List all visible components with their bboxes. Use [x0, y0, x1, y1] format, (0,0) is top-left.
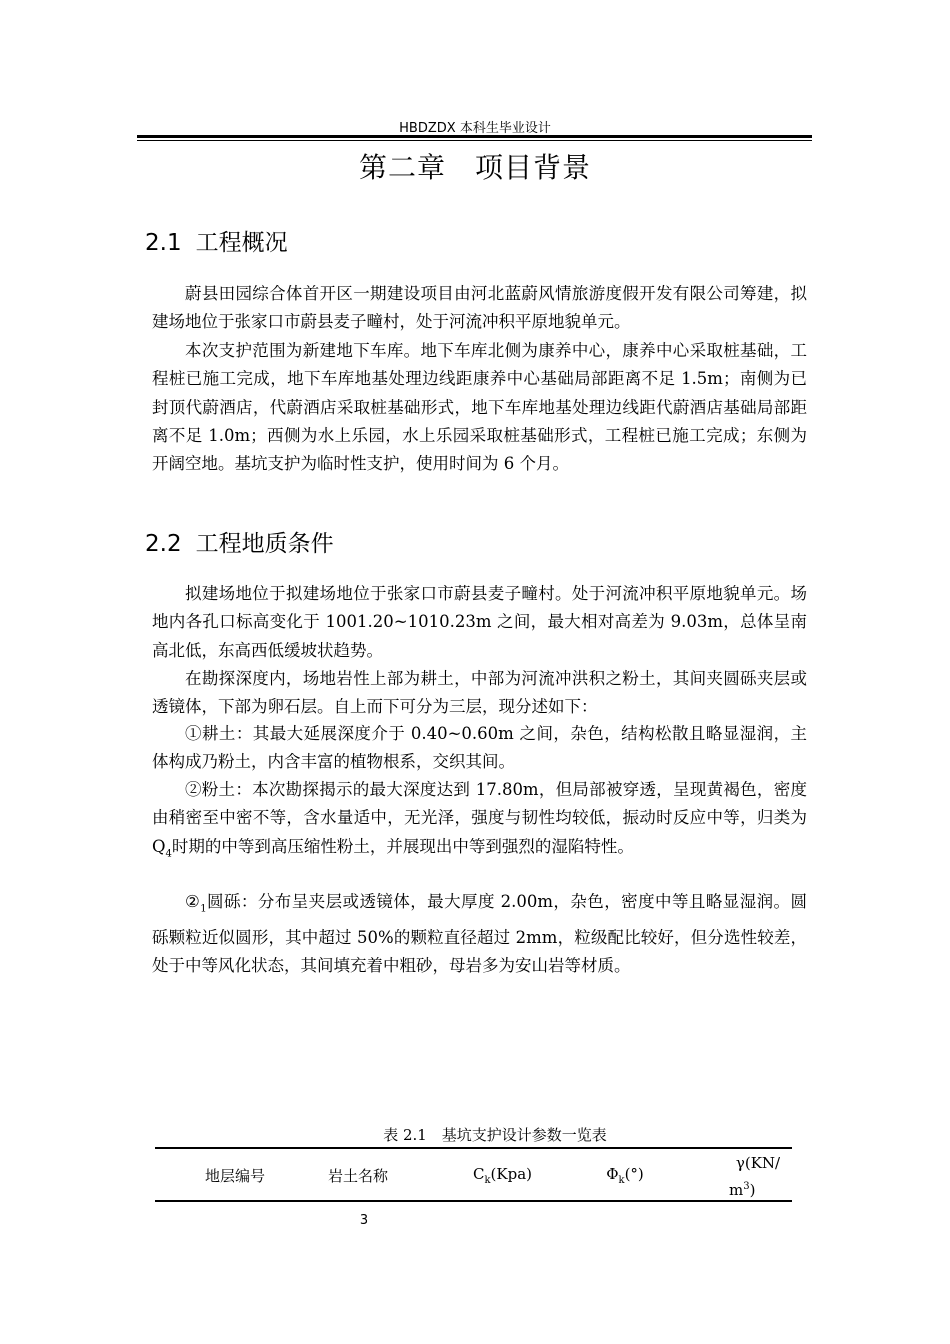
section-title-text: 工程地质条件	[195, 531, 334, 557]
chapter-title: 第二章 项目背景	[358, 151, 591, 184]
table-header-ck: $C_k(Kpa)$	[472, 1165, 532, 1186]
section-title-text: 工程概况	[195, 230, 288, 256]
paragraph: 在勘探深度内，场地岩性上部为耕土，中部为河流冲洪积之粉土，其间夹圆砾夹层或透镜体，下部为卵石层。自上而下可分为三层，现分述如下：	[152, 669, 807, 717]
page-number: 3	[359, 1213, 369, 1228]
section-heading-2-1	[145, 224, 288, 257]
table-top-rule	[155, 1147, 792, 1149]
table-header-soil-name: 岩土名称	[327, 1167, 388, 1185]
section-heading-2-2	[145, 525, 334, 558]
table-caption: 表 2.1 基坑支护设计参数一览表	[383, 1126, 607, 1144]
paragraph: ①耕土：其最大延展深度介于 0.40~0.60m 之间，杂色，结构松散且略显湿润，主体构成乃粉土，内含丰富的植物根系，交织其间。	[152, 724, 807, 772]
table-header-layer-no: 地层编号	[204, 1167, 265, 1185]
paragraph: 本次支护范围为新建地下车库。地下车库北侧为康养中心，康养中心采取桩基础，工程桩已施工完成，地下车库地基处理边线距康养中心基础局部距离不足 1.5m；南侧为已封顶代蔚酒店，代蔚酒店采取桩基础形式，地下车库地基处理边线距代蔚酒店基础局部距离不足 1.0m；西侧为水上乐园，水上乐园采取桩基础形式，工程桩已施工完成；东侧为开阔空地。基坑支护为临时性支护，使用时间为 6 个月。	[152, 341, 807, 474]
paragraph-silt: ②粉土：本次勘探揭示的最大深度达到 17.80m，但局部被穿透，呈现黄褐色，密度由稍密至中密不等，含水量适中，无光泽，强度与韧性均较低，振动时反应中等，归类为 $Q_4$时期的中等到高压缩性粉土，并展现出中等到强烈的湿陷特性。	[152, 780, 807, 859]
paragraph: 拟建场地位于拟建场地位于张家口市蔚县麦子疃村。处于河流冲积平原地貌单元。场地内各孔口标高变化于 1001.20~1010.23m 之间，最大相对高差为 9.03m，总体呈南高北低，东高西低缓坡状趋势。	[152, 584, 807, 660]
paragraph-gravel: $②_1$圆砾：分布呈夹层或透镜体，最大厚度 2.00m，杂色，密度中等且略显湿润。圆砾颗粒近似圆形，其中超过 50%的颗粒直径超过 2mm，粒级配比较好，但分选性较差，处于中等风化状态，其间填充着中粗砂，母岩多为安山岩等材质。	[152, 892, 807, 975]
section-number: 2.2	[145, 531, 182, 557]
paragraph: 蔚县田园综合体首开区一期建设项目由河北蓝蔚风情旅游度假开发有限公司筹建，拟建场地位于张家口市蔚县麦子疃村，处于河流冲积平原地貌单元。	[152, 284, 807, 332]
table-header-phik: $\Phi_k(^\circ)$	[606, 1165, 644, 1186]
section-number: 2.1	[145, 230, 182, 256]
page-header: HBDZDX 本科生毕业设计	[399, 121, 551, 136]
table-header-rule	[155, 1200, 792, 1202]
header-rule	[137, 135, 812, 141]
table-header-gamma: γ(KN/ $m^3$)	[729, 1154, 781, 1199]
